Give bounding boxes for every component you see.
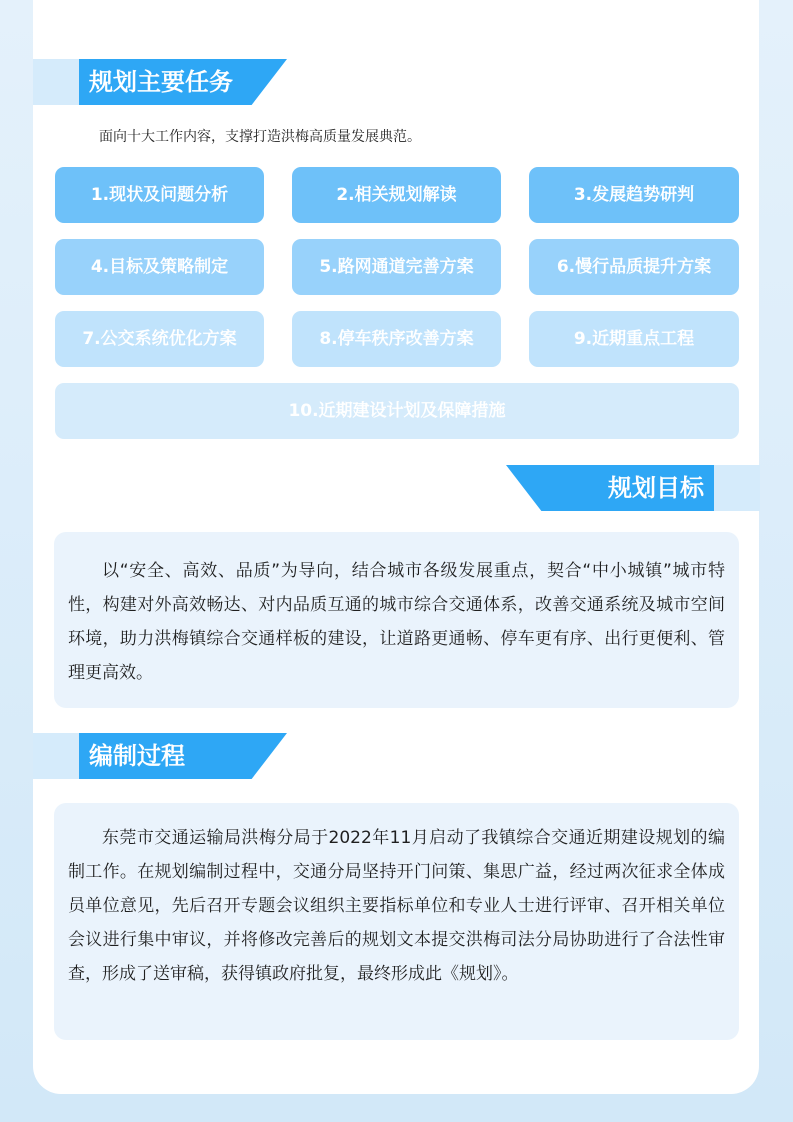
task-item: 10.近期建设计划及保障措施 [55, 383, 739, 439]
process-section-header [33, 733, 287, 779]
process-text-box [54, 803, 739, 1040]
goal-text-box [54, 532, 739, 708]
header-pale-block [33, 59, 79, 105]
tasks-intro: 面向十大工作内容，支撑打造洪梅高质量发展典范。 [99, 129, 421, 145]
goal-section-header [506, 465, 760, 511]
task-item: 3.发展趋势研判 [529, 167, 739, 223]
task-item: 1.现状及问题分析 [55, 167, 264, 223]
header-pale-block [714, 465, 760, 511]
task-item: 7.公交系统优化方案 [55, 311, 264, 367]
task-item: 9.近期重点工程 [529, 311, 739, 367]
tasks-section-header [33, 59, 287, 105]
task-item: 2.相关规划解读 [292, 167, 501, 223]
task-item: 4.目标及策略制定 [55, 239, 264, 295]
tasks-section-title: 规划主要任务 [89, 68, 233, 96]
process-section-title: 编制过程 [89, 742, 185, 770]
task-item: 8.停车秩序改善方案 [292, 311, 501, 367]
task-item: 6.慢行品质提升方案 [529, 239, 739, 295]
header-pale-block [33, 733, 79, 779]
process-paragraph: 东莞市交通运输局洪梅分局于2022年11月启动了我镇综合交通近期建设规划的编制工作。在规划编制过程中，交通分局坚持开门问策、集思广益，经过两次征求全体成员单位意见，先后召开专题会议组织主要指标单位和专业人士进行评审、召开相关单位会议进行集中审议，并将修改完善后的规划文本提交洪梅司法分局协助进行了合法性审查，形成了送审稿，获得镇政府批复，最终形成此《规划》。 [68, 828, 725, 984]
goal-paragraph: 以“安全、高效、品质”为导向，结合城市各级发展重点，契合“中小城镇”城市特性，构建对外高效畅达、对内品质互通的城市综合交通体系，改善交通系统及城市空间环境，助力洪梅镇综合交通样板的建设，让道路更通畅、停车更有序、出行更便利、管理更高效。 [68, 561, 725, 683]
task-item: 5.路网通道完善方案 [292, 239, 501, 295]
goal-section-title: 规划目标 [608, 474, 704, 502]
